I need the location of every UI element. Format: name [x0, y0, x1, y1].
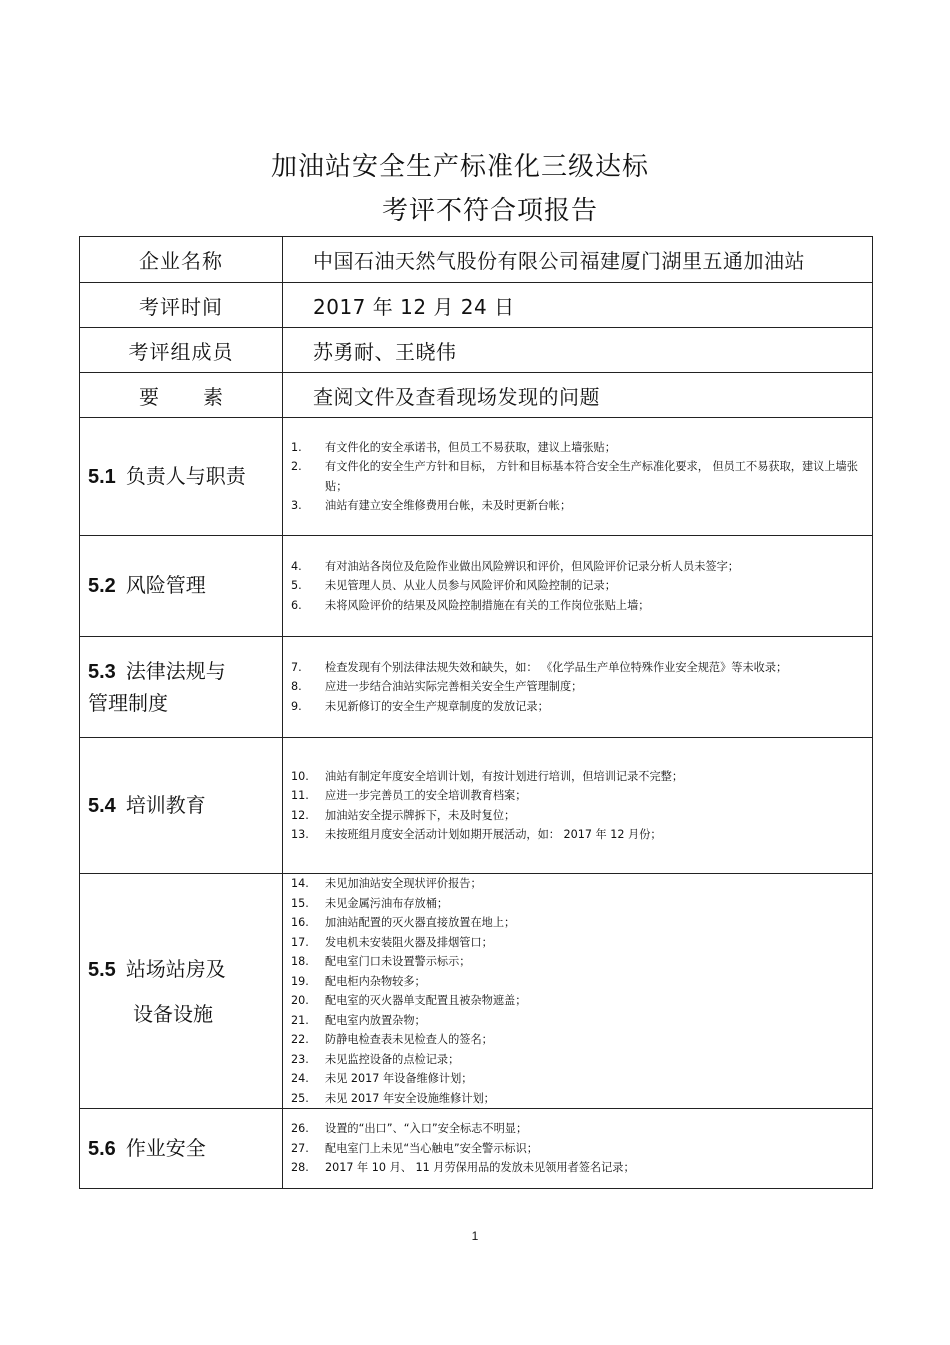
section-name: 培训教育 [125, 792, 206, 817]
finding-text: 有文件化的安全承诺书，但员工不易获取，建议上墙张贴； [325, 440, 616, 454]
company-label: 企业名称 [80, 237, 283, 283]
finding-number: 5. [291, 579, 302, 593]
finding-number: 11. [291, 789, 309, 802]
section-findings [283, 738, 873, 874]
finding-text: 配电室内放置杂物； [325, 1013, 426, 1027]
finding-number: 21. [291, 1013, 309, 1027]
section-name-line2: 设备设施 [133, 1001, 213, 1026]
section-row [80, 418, 873, 536]
finding-text: 未见管理人员、从业人员参与风险评价和风险控制的记录； [325, 579, 616, 593]
finding-text: 配电室门上未见“当心触电”安全警示标识； [325, 1141, 538, 1155]
finding-item [291, 786, 862, 806]
finding-text: 设置的“出口”、“入口”安全标志不明显； [325, 1122, 528, 1136]
finding-text: 应进一步完善员工的安全培训教育档案； [325, 789, 527, 802]
finding-text: 配电柜内杂物较多； [325, 974, 426, 988]
finding-text: 配电室的灭火器单支配置且被杂物遮盖； [325, 994, 527, 1007]
finding-item [291, 677, 862, 697]
section-title [80, 738, 283, 874]
section-number: 5.4 [88, 794, 116, 817]
finding-number: 10. [291, 769, 309, 783]
finding-item [291, 1011, 862, 1031]
finding-item [291, 825, 862, 845]
team-label: 考评组成员 [80, 328, 283, 373]
finding-text: 应进一步结合油站实际完善相关安全生产管理制度； [325, 680, 583, 694]
finding-number: 12. [291, 808, 309, 822]
finding-number: 2. [291, 460, 302, 473]
team-row [80, 328, 873, 373]
section-row [80, 637, 873, 738]
section-findings [283, 536, 873, 637]
finding-number: 4. [291, 559, 302, 573]
finding-text: 有对油站各岗位及危险作业做出风险辨识和评价，但风险评价记录分析人员未签字； [325, 559, 739, 573]
finding-item [291, 438, 862, 458]
finding-text: 加油站安全提示牌拆下，未及时复位； [325, 808, 516, 822]
section-number: 5.6 [88, 1137, 116, 1160]
finding-item [291, 697, 862, 717]
finding-number: 22. [291, 1033, 309, 1046]
finding-text: 加油站配置的灭火器直接放置在地上； [325, 916, 516, 929]
finding-item [291, 1139, 862, 1159]
finding-text: 油站有建立安全维修费用台帐，未及时更新台帐； [325, 499, 572, 512]
finding-item [291, 1030, 862, 1050]
finding-number: 19. [291, 974, 309, 988]
element-label [80, 373, 283, 418]
finding-number: 17. [291, 935, 309, 949]
finding-text: 2017 年 10 月、 11 月劳保用品的发放未见领用者签名记录； [325, 1161, 635, 1175]
section-row [80, 1109, 873, 1189]
finding-item [291, 806, 862, 826]
page-number: 1 [471, 1229, 479, 1243]
finding-text: 未见金属污油布存放桶； [325, 896, 449, 910]
finding-item [291, 576, 862, 596]
finding-number: 3. [291, 499, 302, 512]
finding-item [291, 894, 862, 914]
report-title-line2: 考评不符合项报告 [381, 196, 598, 226]
section-findings [283, 637, 873, 738]
finding-item [291, 557, 862, 577]
finding-item [291, 874, 862, 894]
section-row [80, 536, 873, 637]
finding-item [291, 913, 862, 933]
section-name: 风险管理 [125, 573, 206, 597]
finding-item [291, 991, 862, 1011]
finding-text: 未见 2017 年设备维修计划； [325, 1072, 473, 1085]
finding-item [291, 596, 862, 616]
finding-text: 检查发现有个别法律法规失效和缺失，如： 《化学品生产单位特殊作业安全规范》等未收录； [325, 660, 788, 674]
finding-number: 16. [291, 916, 309, 929]
finding-item [291, 972, 862, 992]
section-title [80, 536, 283, 637]
element-label-a: 要 [139, 384, 159, 409]
time-label: 考评时间 [80, 283, 283, 328]
team-value: 苏勇耐、王晓伟 [283, 328, 873, 373]
finding-number: 15. [291, 896, 309, 910]
finding-text: 未见 2017 年安全设施维修计划； [325, 1091, 495, 1105]
finding-text: 发电机未安装阻火器及排烟管口； [325, 935, 493, 949]
finding-number: 23. [291, 1052, 309, 1066]
section-title [80, 1109, 283, 1189]
finding-text: 有文件化的安全生产方针和目标， 方针和目标基本符合安全生产标准化要求， 但员工不易获取，建议上墙张贴； [325, 460, 858, 493]
finding-number: 18. [291, 955, 309, 968]
finding-number: 13. [291, 828, 309, 841]
finding-number: 24. [291, 1072, 309, 1085]
finding-text: 未见新修订的安全生产规章制度的发放记录； [325, 699, 549, 713]
element-label-b: 素 [203, 384, 223, 409]
finding-number: 6. [291, 598, 302, 612]
finding-number: 20. [291, 994, 309, 1007]
findings-list [283, 438, 872, 516]
finding-number: 7. [291, 660, 302, 674]
finding-text: 配电室门口未设置警示标示； [325, 955, 471, 968]
finding-number: 8. [291, 680, 302, 694]
section-name: 负责人与职责 [125, 463, 246, 488]
finding-text: 未将风险评价的结果及风险控制措施在有关的工作岗位张贴上墙； [325, 598, 650, 612]
finding-item [291, 1069, 862, 1089]
section-number: 5.5 [88, 958, 116, 981]
company-value: 中国石油天然气股份有限公司福建厦门湖里五通加油站 [283, 237, 873, 283]
finding-text: 未见监控设备的点检记录； [325, 1052, 460, 1066]
report-title-line1: 加油站安全生产标准化三级达标 [270, 152, 649, 182]
time-value: 2017 年 12 月 24 日 [283, 283, 873, 328]
finding-number: 26. [291, 1122, 309, 1136]
section-number: 5.1 [88, 465, 116, 488]
section-title [80, 874, 283, 1109]
finding-item [291, 658, 862, 678]
section-title [80, 637, 283, 738]
findings-list [283, 767, 872, 845]
section-findings [283, 418, 873, 536]
finding-text: 油站有制定年度安全培训计划，有按计划进行培训，但培训记录不完整； [325, 769, 684, 783]
finding-number: 28. [291, 1161, 309, 1175]
company-row [80, 237, 873, 283]
section-row [80, 874, 873, 1109]
time-row [80, 283, 873, 328]
finding-text: 未见加油站安全现状评价报告； [325, 877, 482, 890]
finding-item [291, 1119, 862, 1139]
findings-list [283, 557, 872, 616]
finding-number: 27. [291, 1141, 309, 1155]
section-name-line2: 管理制度 [88, 690, 168, 715]
findings-list [283, 1119, 872, 1178]
section-title [80, 418, 283, 536]
finding-item [291, 1089, 862, 1109]
finding-text: 防静电检查表未见检查人的签名； [325, 1033, 493, 1046]
finding-item [291, 767, 862, 787]
finding-item [291, 457, 862, 496]
finding-item [291, 1050, 862, 1070]
finding-item [291, 496, 862, 516]
finding-number: 9. [291, 699, 302, 713]
section-name: 站场站房及 [125, 956, 226, 981]
finding-item [291, 933, 862, 953]
nonconformity-table [79, 236, 873, 1189]
section-number: 5.2 [88, 575, 116, 597]
section-name: 作业安全 [125, 1135, 206, 1160]
finding-item [291, 952, 862, 972]
finding-number: 25. [291, 1091, 309, 1105]
section-findings [283, 1109, 873, 1189]
finding-number: 1. [291, 440, 302, 454]
element-row [80, 373, 873, 418]
findings-list [283, 658, 872, 717]
findings-list [283, 874, 872, 1108]
finding-text: 未按班组月度安全活动计划如期开展活动，如： 2017 年 12 月份； [325, 828, 662, 841]
section-row [80, 738, 873, 874]
section-number: 5.3 [88, 660, 116, 683]
finding-item [291, 1158, 862, 1178]
element-value: 查阅文件及查看现场发现的问题 [283, 373, 873, 418]
section-findings [283, 874, 873, 1109]
finding-number: 14. [291, 877, 309, 890]
section-name: 法律法规与 [125, 658, 226, 683]
